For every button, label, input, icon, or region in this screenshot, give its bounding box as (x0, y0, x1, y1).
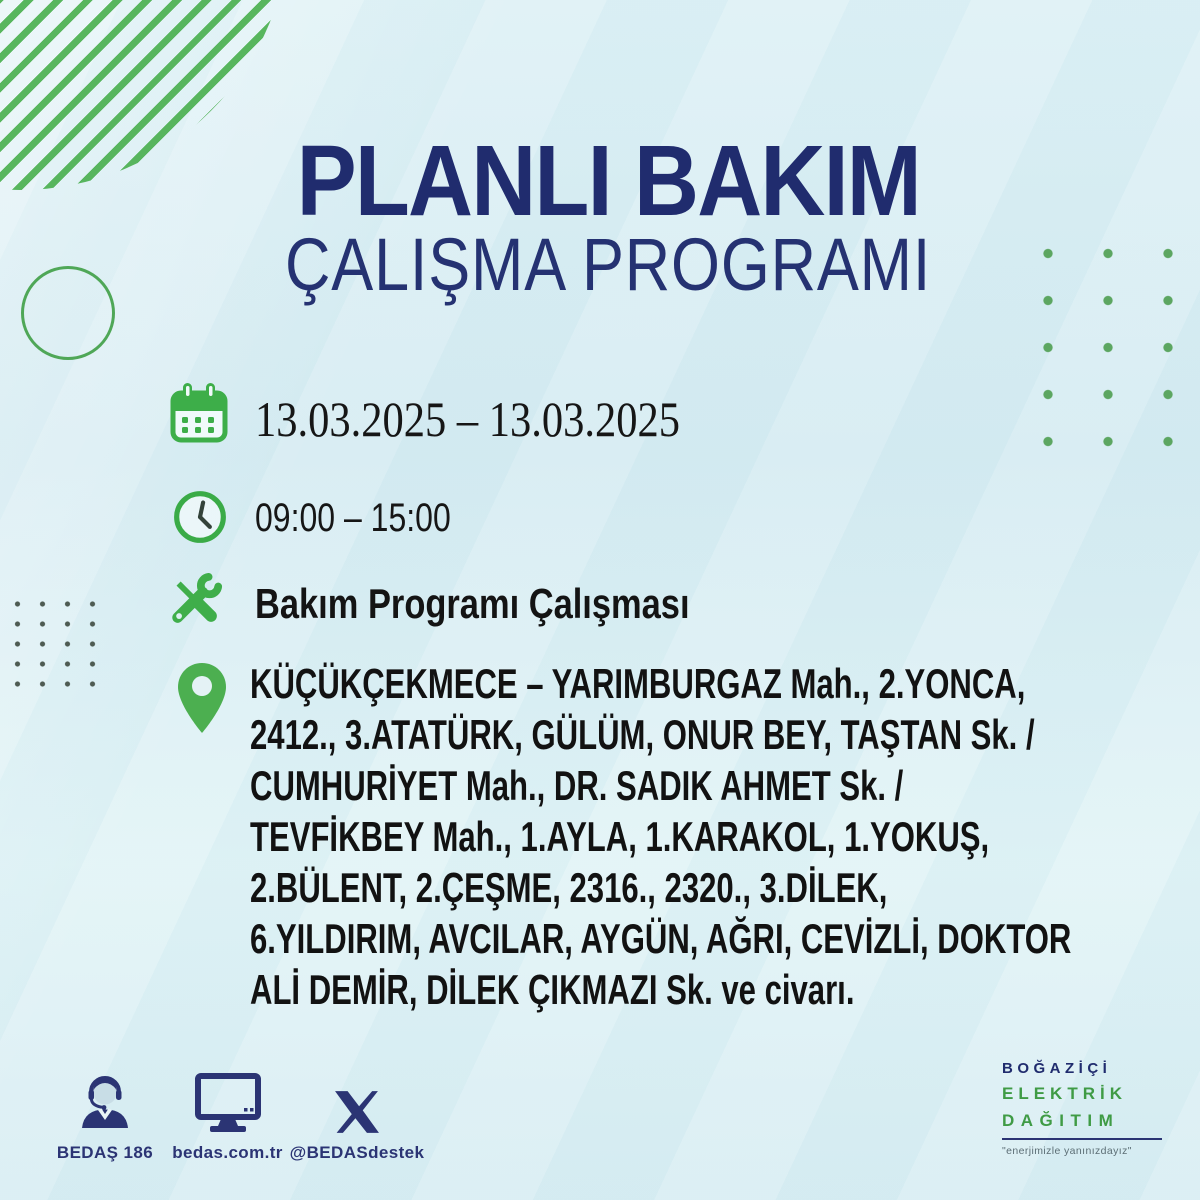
location-line: 2.BÜLENT, 2.ÇEŞME, 2316., 2320., 3.DİLEK, (250, 864, 888, 911)
location-line: TEVFİKBEY Mah., 1.AYLA, 1.KARAKOL, 1.YOKUŞ, (250, 813, 990, 860)
location-line: 2412., 3.ATATÜRK, GÜLÜM, ONUR BEY, TAŞTAN Sk. / (250, 711, 1035, 758)
location-line: ALİ DEMİR, DİLEK ÇIKMAZI Sk. ve civarı. (250, 966, 855, 1013)
calendar-icon (170, 381, 228, 450)
website-label: bedas.com.tr (172, 1143, 283, 1162)
location-text (250, 658, 1071, 1015)
contact-callcenter (45, 1068, 165, 1163)
social-handle-label: @BEDASdestek (289, 1143, 425, 1162)
clock-icon (172, 489, 228, 550)
dot-grid-left-decoration (5, 594, 105, 694)
logo-line-bogazici: BOĞAZİÇİ (1002, 1060, 1112, 1077)
logo-line-elektrik: ELEKTRİK (1002, 1084, 1127, 1103)
support-agent-icon (45, 1068, 165, 1134)
monitor-icon (155, 1068, 300, 1134)
logo-tagline: "enerjimizle yanınızdayız" (1002, 1145, 1132, 1157)
time-range: 09:00 – 15:00 (255, 496, 451, 540)
page-subtitle: ÇALIŞMA PROGRAMI (284, 223, 932, 306)
location-line: KÜÇÜKÇEKMECE – YARIMBURGAZ Mah., 2.YONCA, (250, 660, 1026, 707)
location-line: 6.YILDIRIM, AVCILAR, AYGÜN, AĞRI, CEVİZLİ, DOKTOR (250, 915, 1072, 962)
logo-divider (1002, 1138, 1162, 1140)
page-title: PLANLI BAKIM (296, 125, 920, 237)
bedas-logo (1002, 1060, 1197, 1157)
logo-line-dagitim: DAĞITIM (1002, 1111, 1120, 1130)
tools-icon (166, 571, 228, 638)
date-range: 13.03.2025 – 13.03.2025 (255, 391, 680, 447)
x-social-icon (287, 1068, 427, 1134)
location-pin-icon (176, 660, 228, 741)
contact-social (287, 1068, 427, 1163)
contact-website (155, 1068, 300, 1163)
location-line: CUMHURİYET Mah., DR. SADIK AHMET Sk. / (250, 762, 904, 809)
work-type: Bakım Programı Çalışması (255, 580, 690, 627)
callcenter-label: BEDAŞ 186 (56, 1143, 154, 1162)
